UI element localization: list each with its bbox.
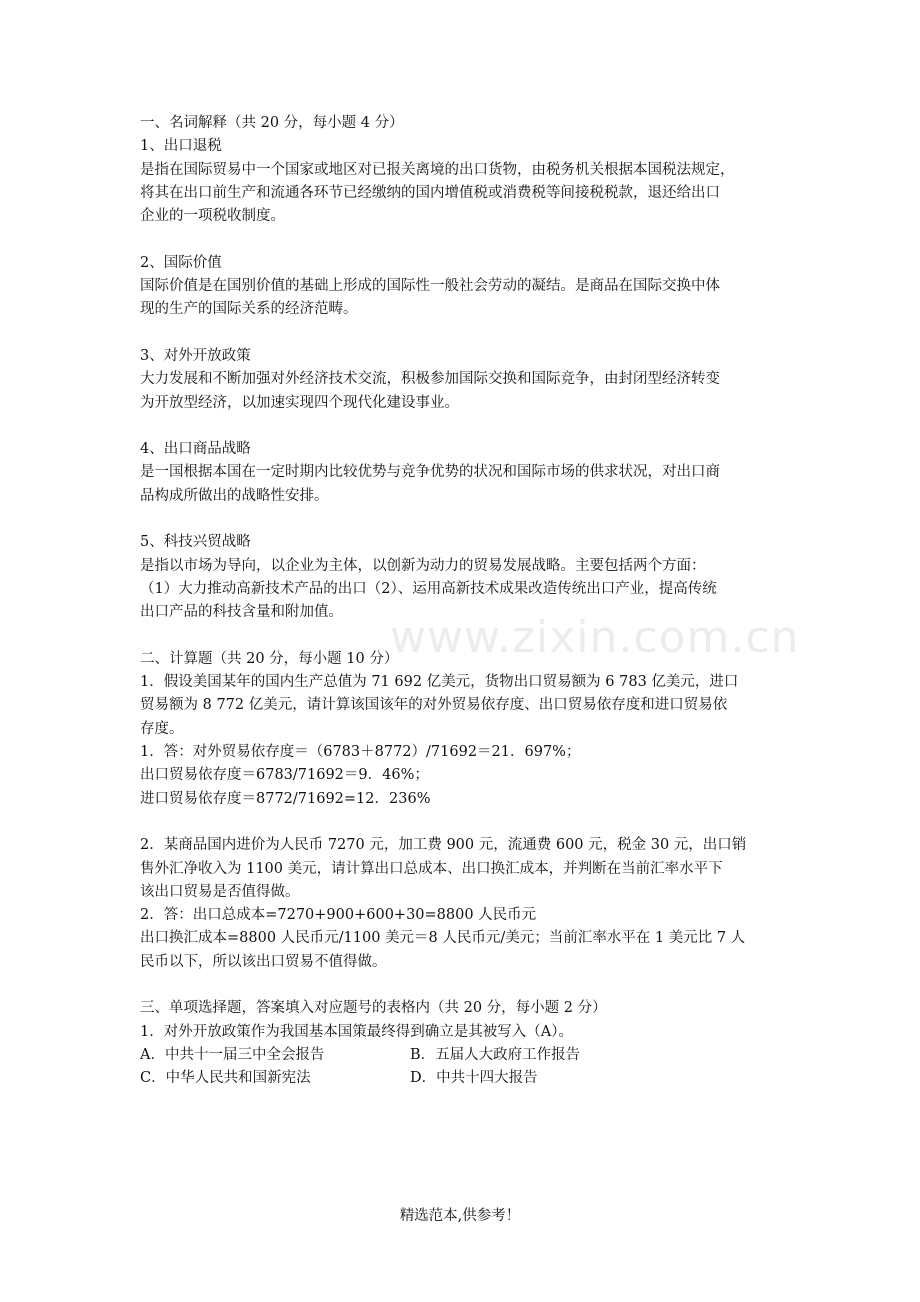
problem-1-answer: 进口贸易依存度＝8772/71692=12．236% (140, 790, 431, 807)
term-1-text: 企业的一项税收制度。 (140, 208, 285, 225)
problem-1-question: 贸易额为 8 772 亿美元，请计算该国该年的对外贸易依存度、出口贸易依存度和进口贸易依 (140, 697, 728, 714)
problem-2-answer: 2．答：出口总成本=7270+900+600+30=8800 人民币元 (140, 907, 537, 924)
term-2-text: 现的生产的国际关系的经济范畴。 (140, 301, 358, 318)
section-2-heading: 二、计算题（共 20 分，每小题 10 分） (140, 650, 399, 667)
term-4-title: 4、出口商品战略 (140, 441, 251, 458)
page-footer: 精选范本,供参考！ (399, 1208, 521, 1224)
problem-1-answer: 出口贸易依存度＝6783/71692＝9．46%； (140, 767, 429, 784)
term-1-title: 1、出口退税 (140, 138, 222, 155)
term-2-text: 国际价值是在国别价值的基础上形成的国际性一般社会劳动的凝结。是商品在国际交换中体 (140, 278, 720, 295)
term-1-text: 将其在出口前生产和流通各环节已经缴纳的国内增值税或消费税等间接税税款，退还给出口 (140, 184, 720, 201)
choice-options-row (140, 1067, 800, 1090)
option-c: C．中华人民共和国新宪法 (140, 1070, 311, 1087)
term-1-text: 是指在国际贸易中一个国家或地区对已报关离境的出口货物，由税务机关根据本国税法规定， (140, 161, 735, 178)
term-3-text: 为开放型经济，以加速实现四个现代化建设事业。 (140, 394, 459, 411)
term-3-text: 大力发展和不断加强对外经济技术交流，积极参加国际交换和国际竞争，由封闭型经济转变 (140, 371, 720, 388)
option-d: D．中共十四大报告 (410, 1070, 538, 1087)
term-5-text: 是指以市场为导向，以企业为主体，以创新为动力的贸易发展战略。主要包括两个方面： (140, 557, 706, 574)
option-a: A．中共十一届三中全会报告 (140, 1046, 325, 1063)
choice-options-row (140, 1044, 800, 1067)
document-body (140, 112, 800, 1090)
watermark: www.zixin.com.cn (390, 612, 800, 663)
problem-2-question: 该出口贸易是否值得做。 (140, 883, 300, 900)
problem-2-answer: 民币以下，所以该出口贸易不值得做。 (140, 953, 387, 970)
term-5-text: （1）大力推动高新技术产品的出口（2）、运用高新技术成果改造传统出口产业，提高传统 (140, 580, 717, 597)
choice-question-1: 1．对外开放政策作为我国基本国策最终得到确立是其被写入（A）。 (140, 1023, 573, 1040)
problem-2-answer: 出口换汇成本=8800 人民币元/1100 美元＝8 人民币元/美元；当前汇率水平在 1 美元比 7 人 (140, 930, 746, 947)
term-4-text: 是一国根据本国在一定时期内比较优势与竞争优势的状况和国际市场的供求状况，对出口商 (140, 464, 720, 481)
problem-1-answer: 1．答：对外贸易依存度＝（6783＋8772）/71692＝21．697%； (140, 744, 581, 761)
section-3-heading: 三、单项选择题，答案填入对应题号的表格内（共 20 分，每小题 2 分） (140, 1000, 607, 1017)
problem-1-question: 存度。 (140, 720, 184, 737)
term-5-text: 出口产品的科技含量和附加值。 (140, 604, 343, 621)
section-1-heading: 一、名词解释（共 20 分，每小题 4 分） (140, 115, 404, 131)
term-3-title: 3、对外开放政策 (140, 347, 251, 364)
term-2-title: 2、国际价值 (140, 254, 222, 271)
problem-1-question: 1．假设美国某年的国内生产总值为 71 692 亿美元，货物出口贸易额为 6 783 亿美元，进口 (140, 674, 739, 691)
term-5-title: 5、科技兴贸战略 (140, 534, 251, 551)
problem-2-question: 售外汇净收入为 1100 美元，请计算出口总成本、出口换汇成本，并判断在当前汇率水平下 (140, 860, 723, 877)
term-4-text: 品构成所做出的战略性安排。 (140, 487, 329, 504)
problem-2-question: 2．某商品国内进价为人民币 7270 元，加工费 900 元，流通费 600 元，税金 30 元，出口销 (140, 837, 747, 854)
option-b: B．五届人大政府工作报告 (410, 1046, 581, 1063)
